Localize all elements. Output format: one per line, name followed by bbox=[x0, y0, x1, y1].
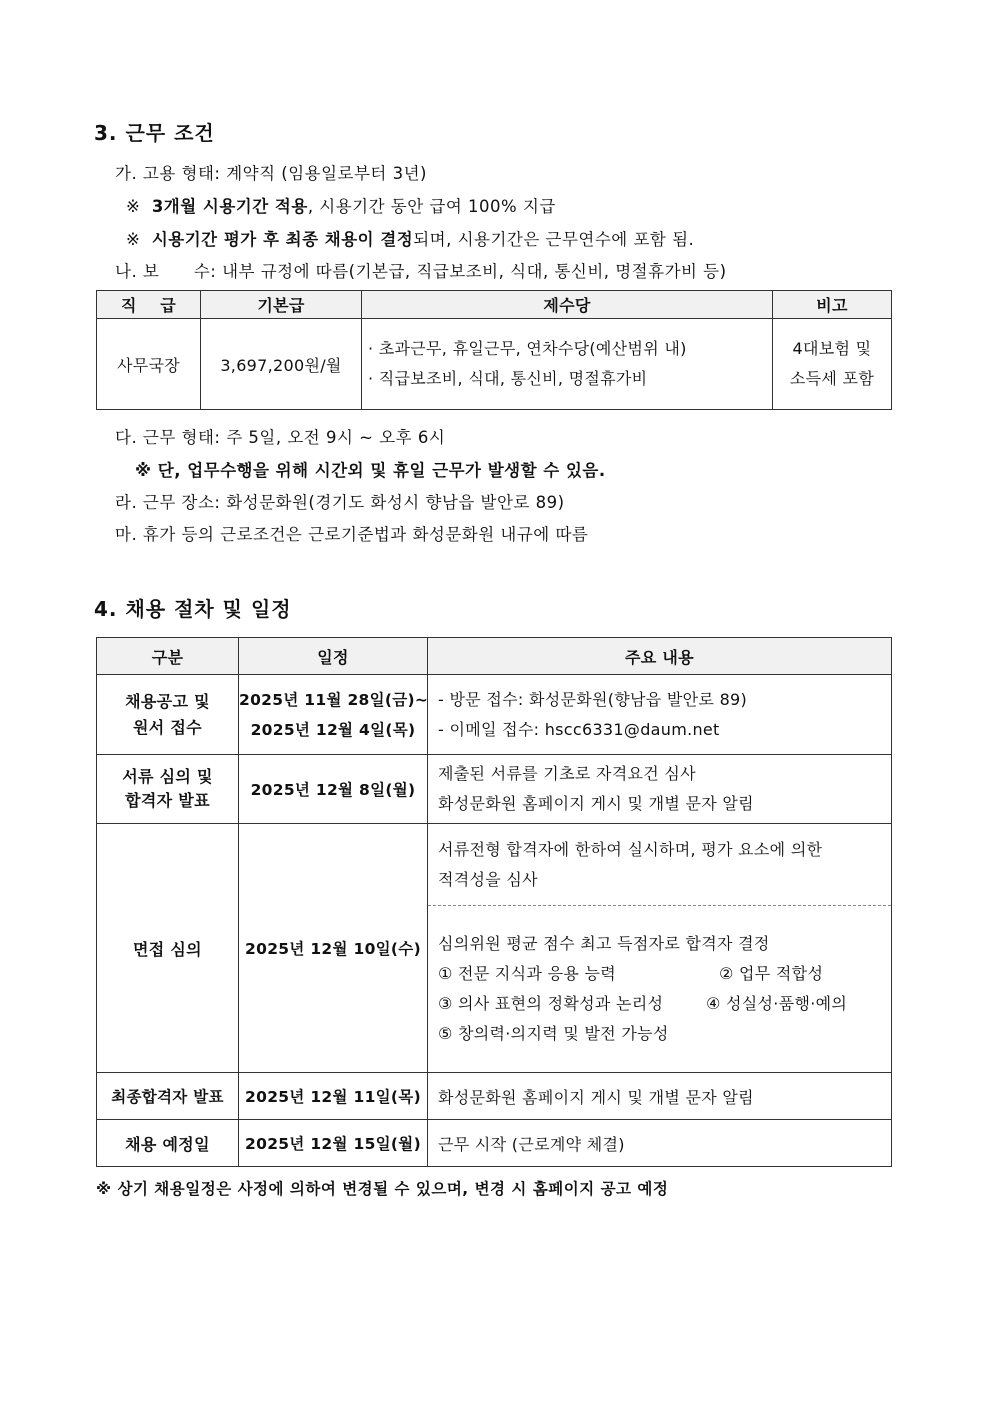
table-row bbox=[97, 1073, 892, 1120]
category-line: 서류 심의 및 bbox=[122, 767, 213, 786]
date-cell: 2025년 12월 15일(월) bbox=[239, 1120, 428, 1167]
leave-conditions: 마. 휴가 등의 근로조건은 근로기준법과 화성문화원 내규에 따름 bbox=[115, 525, 589, 544]
header-date: 일정 bbox=[239, 638, 428, 675]
header-content: 주요 내용 bbox=[428, 638, 892, 675]
criteria-item: ② 업무 적합성 bbox=[719, 964, 824, 983]
date-line: 2025년 11월 28일(금)~ bbox=[239, 690, 429, 709]
date-line: 2025년 12월 4일(목) bbox=[250, 720, 416, 739]
content-line: 심의위원 평균 점수 최고 득점자로 합격자 결정 bbox=[438, 934, 770, 953]
pay-table-row bbox=[97, 319, 892, 410]
content-line: - 방문 접수: 화성문화원(향남읍 발안로 89) bbox=[438, 689, 748, 709]
note-bold: 3개월 시용기간 적용 bbox=[151, 197, 308, 216]
header-base-pay: 기본급 bbox=[201, 291, 362, 319]
pay-table-header bbox=[97, 291, 892, 319]
criteria-item: ④ 성실성·품행·예의 bbox=[706, 994, 848, 1013]
criteria-line: ⑤ 창의력·의지력 및 발전 가능성 bbox=[438, 1024, 669, 1043]
header-remark: 비고 bbox=[773, 291, 892, 319]
allowance-line: · 직급보조비, 식대, 통신비, 명절휴가비 bbox=[368, 369, 648, 388]
content-line: 제출된 서류를 기초로 자격요건 심사 bbox=[438, 764, 696, 783]
table-row bbox=[97, 824, 892, 906]
work-location: 라. 근무 장소: 화성문화원(경기도 화성시 향남읍 발안로 89) bbox=[115, 493, 565, 512]
salary-line: 나. 보 수: 내부 규정에 따름(기본급, 직급보조비, 식대, 통신비, 명절휴가비 등) bbox=[115, 262, 727, 281]
date-cell: 2025년 12월 8일(월) bbox=[239, 755, 428, 824]
category-cell bbox=[97, 675, 239, 755]
allowance-line: · 초과근무, 휴일근무, 연차수당(예산범위 내) bbox=[368, 339, 687, 358]
date-cell: 2025년 12월 10일(수) bbox=[239, 824, 428, 1073]
table-row bbox=[97, 1120, 892, 1167]
table-row bbox=[97, 675, 892, 755]
content-line: 적격성을 심사 bbox=[438, 870, 538, 889]
work-schedule: 다. 근무 형태: 주 5일, 오전 9시 ~ 오후 6시 bbox=[115, 428, 446, 447]
content-cell bbox=[428, 675, 892, 755]
category-line: 채용공고 및 bbox=[125, 691, 210, 711]
remark-line: 소득세 포함 bbox=[789, 369, 875, 388]
category-cell: 면접 심의 bbox=[97, 824, 239, 1073]
note-mark: ※ bbox=[126, 197, 141, 216]
overtime-note: ※ 단, 업무수행을 위해 시간외 및 휴일 근무가 발생할 수 있음. bbox=[135, 461, 606, 480]
content-cell bbox=[428, 755, 892, 824]
remark-line: 4대보험 및 bbox=[792, 339, 872, 358]
probation-note-2 bbox=[126, 226, 694, 250]
category-cell: 최종합격자 발표 bbox=[97, 1073, 239, 1120]
criteria-item: ③ 의사 표현의 정확성과 논리성 bbox=[438, 994, 664, 1013]
schedule-header bbox=[97, 638, 892, 675]
note-text: , 시용기간 동안 급여 100% 지급 bbox=[307, 197, 556, 216]
content-line: 화성문화원 홈페이지 게시 및 개별 문자 알림 bbox=[438, 794, 754, 813]
criteria-line bbox=[438, 959, 891, 989]
interview-criteria-cell bbox=[428, 906, 892, 1073]
schedule-footnote: ※ 상기 채용일정은 사정에 의하여 변경될 수 있으며, 변경 시 홈페이지 공고 예정 bbox=[96, 1180, 669, 1198]
section-4-title: 4. 채용 절차 및 일정 bbox=[94, 597, 292, 621]
content-cell: 근무 시작 (근로계약 체결) bbox=[428, 1120, 892, 1167]
section-3-title: 3. 근무 조건 bbox=[94, 121, 215, 145]
interview-desc-cell bbox=[428, 824, 892, 906]
table-row bbox=[97, 755, 892, 824]
header-rank: 직 급 bbox=[97, 291, 201, 319]
content-line: - 이메일 접수: hscc6331@daum.net bbox=[438, 719, 720, 739]
remark-cell bbox=[773, 319, 892, 410]
category-cell bbox=[97, 755, 239, 824]
employment-type: 가. 고용 형태: 계약직 (임용일로부터 3년) bbox=[115, 164, 427, 183]
base-pay-cell: 3,697,200원/월 bbox=[201, 319, 362, 410]
probation-note-1 bbox=[126, 193, 556, 217]
note-mark: ※ bbox=[126, 230, 141, 249]
note-bold: 시용기간 평가 후 최종 채용이 결정 bbox=[151, 230, 414, 249]
date-cell: 2025년 12월 11일(목) bbox=[239, 1073, 428, 1120]
header-category: 구분 bbox=[97, 638, 239, 675]
allowance-cell bbox=[362, 319, 773, 410]
schedule-table bbox=[96, 637, 892, 1167]
criteria-line bbox=[438, 989, 891, 1019]
content-line: 서류전형 합격자에 한하여 실시하며, 평가 요소에 의한 bbox=[438, 840, 823, 859]
category-cell: 채용 예정일 bbox=[97, 1120, 239, 1167]
note-text: 되며, 시용기간은 근무연수에 포함 됨. bbox=[413, 230, 695, 249]
rank-cell: 사무국장 bbox=[97, 319, 201, 410]
category-line: 원서 접수 bbox=[133, 717, 202, 737]
date-cell bbox=[239, 675, 428, 755]
category-line: 합격자 발표 bbox=[125, 791, 210, 810]
criteria-item: ① 전문 지식과 응용 능력 bbox=[438, 964, 616, 983]
header-allowance: 제수당 bbox=[362, 291, 773, 319]
pay-table bbox=[96, 290, 892, 410]
content-cell: 화성문화원 홈페이지 게시 및 개별 문자 알림 bbox=[428, 1073, 892, 1120]
